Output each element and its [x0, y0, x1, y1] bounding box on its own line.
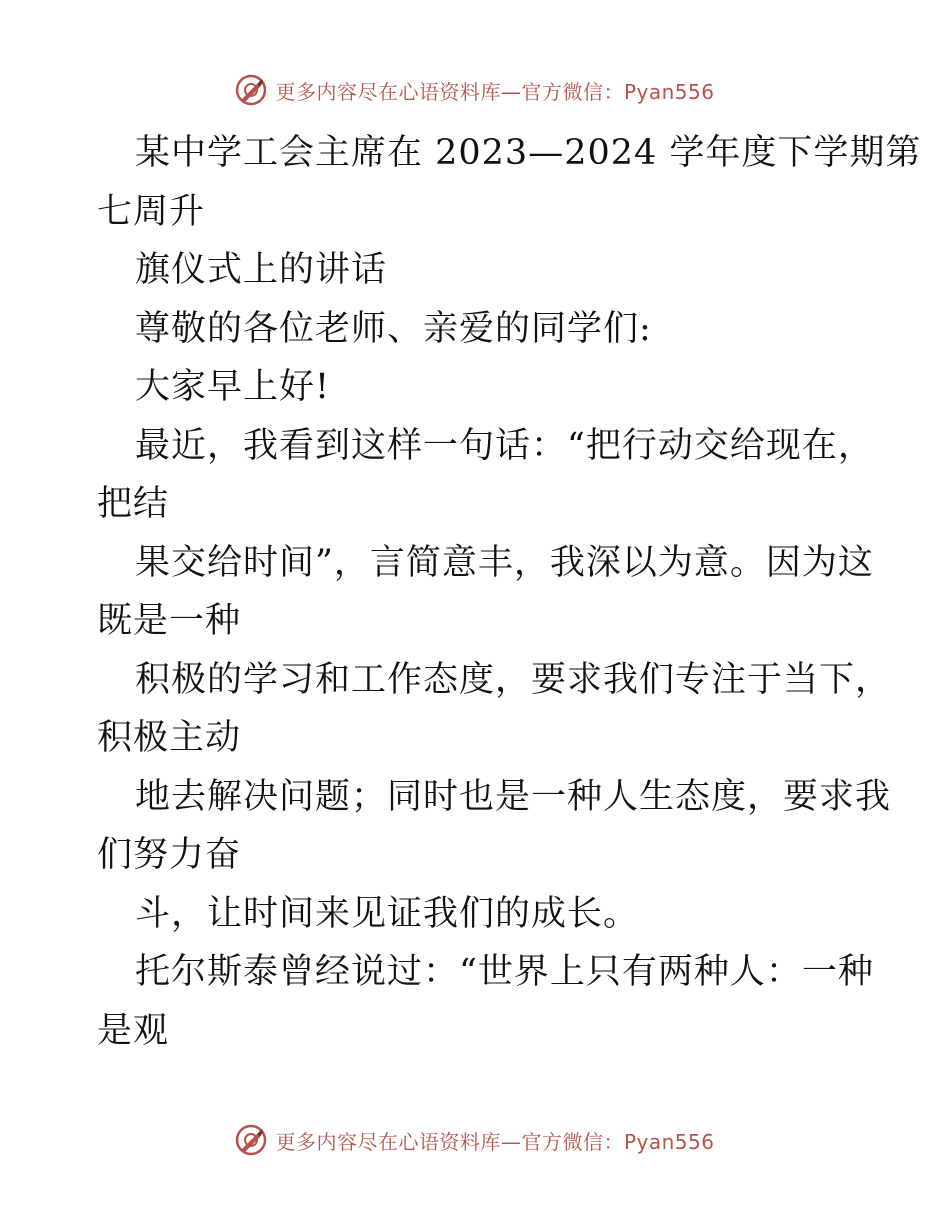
- text-line: 既是一种: [97, 601, 242, 641]
- header-banner: [0, 70, 950, 110]
- text-line: 果交给时间”，言简意丰，我深以为意。因为这: [135, 542, 874, 583]
- header-banner-text: 更多内容尽在心语资料库—官方微信：Pyan556: [275, 79, 715, 104]
- footer-banner: [0, 1120, 950, 1160]
- text-line: 旗仪式上的讲话: [135, 250, 388, 290]
- text-line: 斗，让时间来见证我们的成长。: [135, 893, 640, 934]
- text-line: 积极的学习和工作态度，要求我们专注于当下，: [135, 659, 892, 700]
- text-line: 们努力奋: [97, 835, 242, 875]
- text-line: 托尔斯泰曾经说过：“世界上只有两种人：一种: [135, 952, 874, 992]
- text-line: 最近，我看到这样一句话：“把行动交给现在，: [135, 425, 874, 466]
- document-body: [97, 124, 922, 1060]
- text-line: 把结: [97, 484, 170, 524]
- pen-logo-icon: [235, 1124, 267, 1156]
- text-line: 七周升: [97, 191, 206, 232]
- text-line: 尊敬的各位老师、亲爱的同学们:: [135, 308, 652, 349]
- text-line: 是观: [97, 1010, 170, 1051]
- text-line: 某中学工会主席在 2023—2024 学年度下学期第: [135, 133, 922, 173]
- pen-logo-icon: [235, 74, 267, 106]
- text-line: 大家早上好!: [135, 367, 331, 407]
- footer-banner-text: 更多内容尽在心语资料库—官方微信：Pyan556: [275, 1129, 715, 1154]
- text-line: 积极主动: [97, 718, 242, 758]
- text-line: 地去解决问题；同时也是一种人生态度，要求我: [135, 776, 892, 817]
